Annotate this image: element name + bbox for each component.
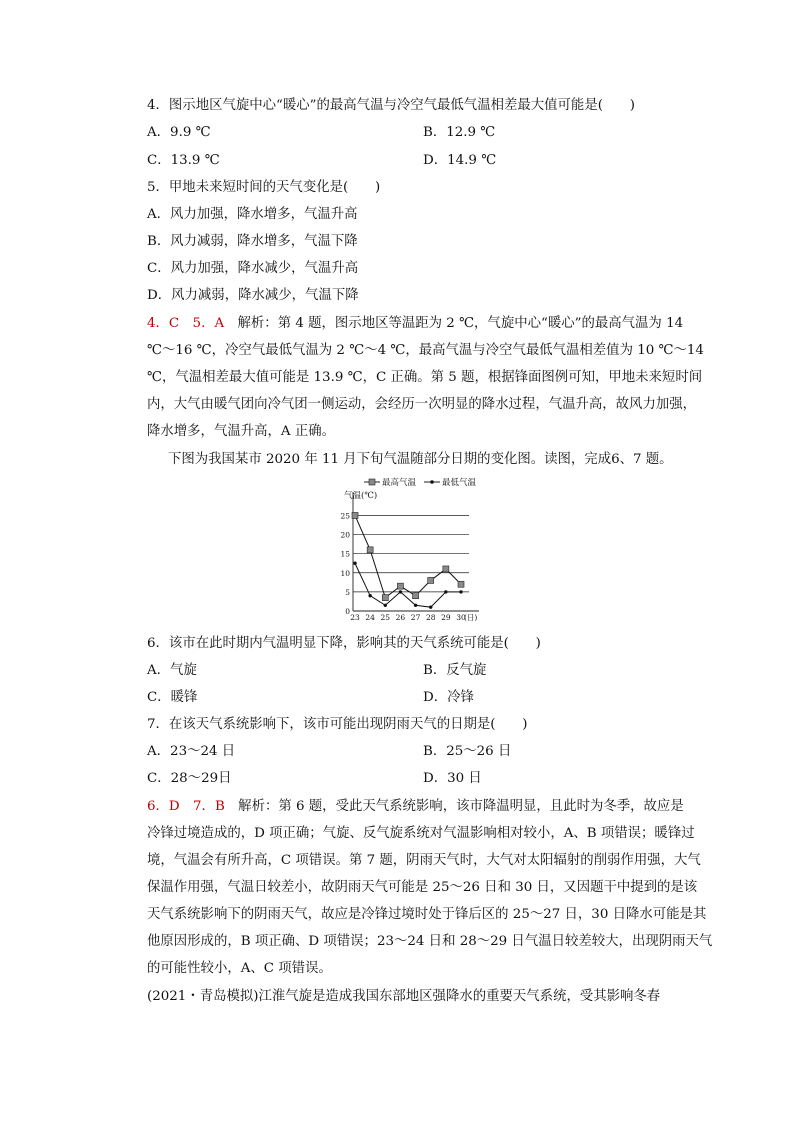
x-tick-label: 29 [441,613,451,622]
analysis-line: 保温作用强，气温日较差小，故阴雨天气可能是 25～26 日和 30 日，又因题干中提到的是该 [147,880,698,895]
x-tick-label: 27 [410,613,421,622]
legend-max-label: 最高气温 [382,478,417,488]
y-tick-label: 0 [345,607,350,616]
analysis-line: 降水增多，气温升高，A 正确。 [147,424,336,439]
q6-stem: 6．该市在此时期内气温明显下降，影响其的天气系统可能是( ) [147,636,541,651]
q7-option-b: B．25～26 日 [423,744,512,759]
x-tick-label: 25 [380,613,391,622]
max-temp-point [458,581,464,587]
min-temp-point [353,562,356,565]
q5-stem: 5．甲地未来短时间的天气变化是( ) [147,180,381,195]
y-tick-label: 20 [340,530,350,540]
answer-key-6-7: 6．D 7．B [147,799,225,814]
q6-option-c: C．暖锋 [147,690,198,705]
max-temp-point [413,593,419,599]
x-tick-label: 28 [425,613,436,622]
legend [364,477,477,488]
legend-min-label: 最低气温 [442,478,477,488]
x-tick-label: 26 [395,613,406,622]
intro-6-7: 下图为我国某市 2020 年 11 月下旬气温随部分日期的变化图。读图，完成6、7 题。 [168,452,673,467]
q6-option-d: D．冷锋 [423,690,474,705]
q5-option-d: D．风力减弱，降水减少，气温下降 [147,288,359,303]
analysis-line: 天气系统影响下的阴雨天气，故应是冷锋过境时处于锋后区的 25～27 日，30 日降水可能是其 [147,907,707,922]
answer-key-4-5: 4．C 5．A [147,316,225,331]
temperature-chart [338,474,488,626]
x-tick-label: 23 [350,613,360,622]
min-temp-point [368,594,371,597]
y-tick-label: 25 [340,511,350,521]
max-temp-point [428,577,434,583]
analysis-line: 内，大气由暖气团向冷气团一侧运动，会经历一次明显的降水过程，气温升高，故风力加强， [147,397,697,412]
max-temp-point [367,547,373,553]
analysis-line: 境，气温会有所升高，C 项错误。第 7 题，阴雨天气时，大气对太阳辐射的削弱作用强，大气 [147,853,701,868]
q6-option-b: B．反气旋 [423,663,487,678]
analysis-line: 他原因形成的，B 项正确、D 项错误；23～24 日和 28～29 日气温日较差较大，出现阴雨天气 [147,934,713,949]
analysis-line: ℃～16 ℃，冷空气最低气温为 2 ℃～4 ℃，最高气温与冷空气最低气温相差值为 10 ℃～14 [147,343,704,358]
q5-option-a: A．风力加强，降水增多，气温升高 [147,207,358,222]
max-temp-point [397,583,403,589]
legend-min-marker [430,480,434,484]
y-axis-label: 气温(℃) [344,491,378,501]
min-temp-point [459,590,462,593]
q4-option-a: A．9.9 ℃ [147,125,211,140]
q4-stem: 4．图示地区气旋中心“暖心”的最高气温与冷空气最低气温相差最大值可能是( ) [147,98,635,113]
q5-option-c: C．风力加强，降水减少，气温升高 [147,261,359,276]
q6-option-a: A．气旋 [147,663,197,678]
temperature-chart-svg [338,474,488,626]
min-temp-point [429,605,432,608]
next-question-intro: (2021・青岛模拟)江淮气旋是造成我国东部地区强降水的重要天气系统，受其影响冬春 [147,989,661,1004]
x-tick-label: 30 [456,613,466,622]
analysis-line: ℃，气温相差最大值可能是 13.9 ℃，C 正确。第 5 题，根据锋面图例可知，甲地未来短时间 [147,370,703,385]
q7-option-d: D．30 日 [423,771,482,786]
y-tick-label: 10 [340,568,350,578]
answer-6-7-first-line [147,797,684,817]
q7-option-c: C．28～29日 [147,771,232,786]
max-temp-point [352,512,358,518]
y-tick-label: 15 [340,549,350,559]
q5-option-b: B．风力减弱，降水增多，气温下降 [147,234,358,249]
q4-option-c: C．13.9 ℃ [147,153,220,168]
max-temp-point [382,595,388,601]
min-temp-point [384,604,387,607]
q7-option-a: A．23～24 日 [147,744,236,759]
q7-stem: 7．在该天气系统影响下，该市可能出现阴雨天气的日期是( ) [147,717,528,732]
min-temp-point [414,604,417,607]
max-temp-point [443,566,449,572]
q4-option-d: D．14.9 ℃ [423,153,497,168]
min-temp-point [444,590,447,593]
max-temp-line [355,515,461,597]
analysis-line: 的可能性较小，A、C 项错误。 [147,961,332,976]
x-tick-label: 24 [365,613,375,622]
x-unit-label: (日) [464,613,478,622]
q4-option-b: B．12.9 ℃ [423,125,496,140]
analysis-line: 解析：第 6 题，受此天气系统影响，该市降温明显，且此时为冬季，故应是 [224,799,684,814]
min-temp-point [399,590,402,593]
y-tick-label: 5 [345,587,350,597]
analysis-line: 解析：第 4 题，图示地区等温距为 2 ℃，气旋中心“暖心”的最高气温为 14 [224,316,684,331]
answer-4-5-first-line [147,314,683,334]
legend-max-marker [369,479,375,485]
analysis-line: 冷锋过境造成的，D 项正确；气旋、反气旋系统对气温影响相对较小，A、B 项错误；暖锋过 [147,826,695,841]
